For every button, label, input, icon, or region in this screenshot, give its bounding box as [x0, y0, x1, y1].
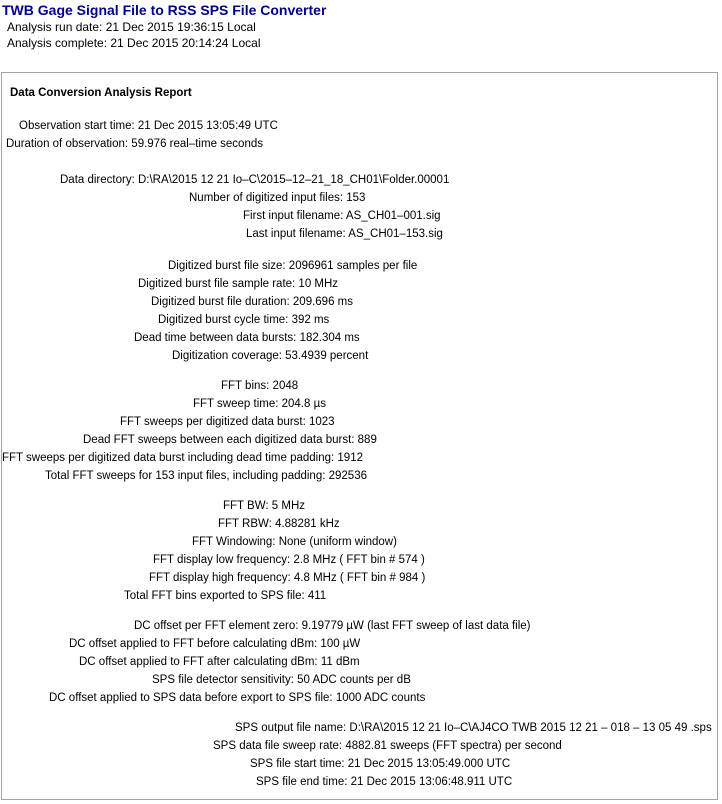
report-line: FFT display high frequency: 4.8 MHz ( FFT bin # 984 ) [149, 572, 426, 584]
report-line: DC offset per FFT element zero: 9.19779 µW (last FFT sweep of last data file) [134, 620, 531, 632]
analysis-run-date: Analysis run date: 21 Dec 2015 19:36:15 Local [7, 20, 256, 34]
report-line: FFT bins: 2048 [221, 380, 299, 392]
report-line: Digitized burst file sample rate: 10 MHz [138, 278, 339, 290]
report-line: SPS file detector sensitivity: 50 ADC counts per dB [152, 674, 411, 686]
report-panel [1, 72, 718, 800]
report-line: FFT sweep time: 204.8 µs [193, 398, 326, 410]
report-line: Digitized burst file duration: 209.696 ms [151, 296, 353, 308]
report-line: Dead time between data bursts: 182.304 ms [134, 332, 360, 344]
report-line: Total FFT sweeps for 153 input files, including padding: 292536 [45, 470, 367, 482]
report-line: SPS file end time: 21 Dec 2015 13:06:48.911 UTC [256, 776, 513, 788]
report-line: Number of digitized input files: 153 [189, 192, 366, 204]
report-section-fft-frequency [2, 497, 717, 605]
report-line: First input filename: AS_CH01–001.sig [243, 210, 441, 222]
app-title: TWB Gage Signal File to RSS SPS File Converter [2, 2, 327, 18]
report-section-digitized-burst [2, 257, 717, 365]
report-line: DC offset applied to SPS data before export to SPS file: 1000 ADC counts [49, 692, 426, 704]
report-section-dc-offset [2, 617, 717, 707]
report-line: Duration of observation: 59.976 real–time seconds [6, 138, 263, 150]
analysis-complete: Analysis complete: 21 Dec 2015 20:14:24 Local [7, 36, 261, 50]
report-section-input-files [2, 171, 717, 243]
report-line: Total FFT bins exported to SPS file: 411 [124, 590, 327, 602]
report-line: SPS file start time: 21 Dec 2015 13:05:49.000 UTC [250, 758, 511, 770]
report-line: Data directory: D:\RA\2015 12 21 Io–C\2015–12–21_18_CH01\Folder.00001 [60, 174, 450, 186]
report-line: SPS data file sweep rate: 4882.81 sweeps (FFT spectra) per second [213, 740, 562, 752]
report-line: FFT Windowing: None (uniform window) [192, 536, 397, 548]
report-line: Digitized burst file size: 2096961 samples per file [168, 260, 418, 272]
report-line: FFT RBW: 4.88281 kHz [218, 518, 340, 530]
report-line: Observation start time: 21 Dec 2015 13:05:49 UTC [19, 120, 278, 132]
report-line: Digitized burst cycle time: 392 ms [158, 314, 330, 326]
report-section-sps-output [2, 719, 717, 791]
report-line: Dead FFT sweeps between each digitized data burst: 889 [83, 434, 377, 446]
report-line: FFT BW: 5 MHz [223, 500, 305, 512]
report-line: DC offset applied to FFT before calculating dBm: 100 µW [69, 638, 361, 650]
report-line: SPS output file name: D:\RA\2015 12 21 Io–C\AJ4CO TWB 2015 12 21 – 018 – 13 05 49 .sps [235, 722, 712, 734]
report-line: FFT sweeps per digitized data burst: 1023 [120, 416, 335, 428]
report-line: FFT sweeps per digitized data burst including dead time padding: 1912 [2, 452, 363, 464]
report-line: Last input filename: AS_CH01–153.sig [246, 228, 443, 240]
report-line: Digitization coverage: 53.4939 percent [172, 350, 369, 362]
report-title: Data Conversion Analysis Report [10, 87, 192, 99]
report-line: DC offset applied to FFT after calculating dBm: 11 dBm [79, 656, 360, 668]
report-line: FFT display low frequency: 2.8 MHz ( FFT bin # 574 ) [153, 554, 425, 566]
report-section-fft-sweeps [2, 377, 717, 485]
report-section-observation [2, 117, 717, 153]
report-body [2, 117, 717, 791]
